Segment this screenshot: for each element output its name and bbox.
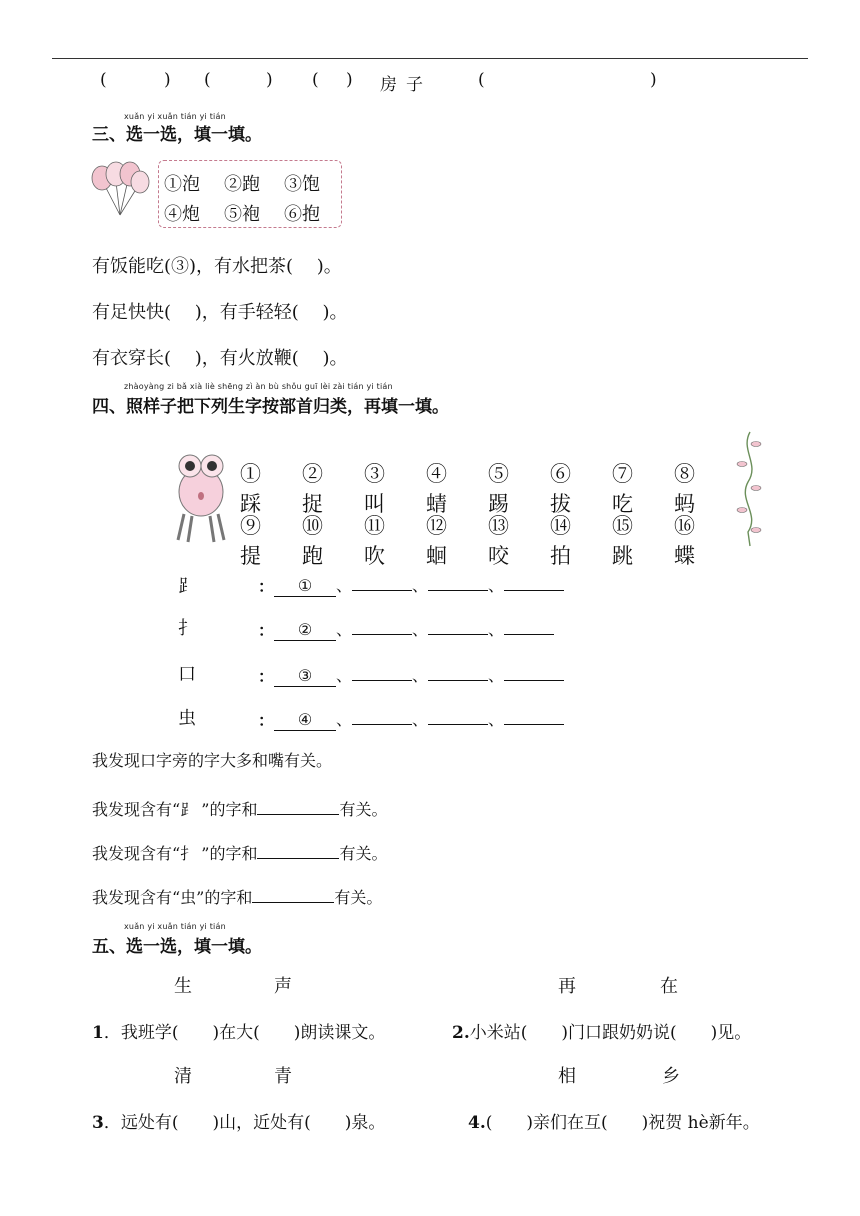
char-item: ⑥拔 <box>550 462 571 516</box>
frog-icon <box>170 448 232 548</box>
option: ①泡 <box>164 174 200 195</box>
question-3 <box>92 1108 385 1133</box>
answer-blank[interactable]: ① <box>274 576 336 597</box>
answer-blank[interactable] <box>504 704 564 725</box>
answer-blank[interactable] <box>504 570 564 591</box>
separator: 、 <box>488 666 505 685</box>
top-divider <box>52 58 808 59</box>
question-text: 小米站( )门口跟奶奶说( )见。 <box>469 1023 752 1043</box>
colon: ： <box>258 667 275 686</box>
finding-blank[interactable] <box>257 838 339 859</box>
paren: ) <box>266 70 273 90</box>
finding-2 <box>92 794 387 820</box>
paren: ( <box>312 70 319 90</box>
question-4 <box>468 1108 760 1133</box>
separator: 、 <box>412 666 429 685</box>
char-item: ②捉 <box>302 462 323 516</box>
separator: 、 <box>336 576 353 595</box>
option: ⑤袍 <box>224 204 260 225</box>
option: ②跑 <box>224 174 260 195</box>
finding-tail: 有关。 <box>334 888 383 907</box>
separator: 、 <box>488 710 505 729</box>
finding-text: 我发现含有“虫”的字和 <box>92 888 253 907</box>
separator: 、 <box>336 666 353 685</box>
char-item: ⑫蛔 <box>426 514 447 568</box>
question-number: 4. <box>468 1113 486 1133</box>
answer-blank[interactable] <box>428 614 488 635</box>
finding-text: 我发现含有“扌 ”的字和 <box>92 844 258 863</box>
char-item: ⑬咬 <box>488 514 509 568</box>
answer-blank[interactable]: ④ <box>274 710 336 731</box>
paren: ) <box>164 70 171 90</box>
answer-blank[interactable] <box>428 704 488 725</box>
vine-icon <box>736 430 764 548</box>
question-1 <box>92 1018 385 1043</box>
char-item: ⑪吹 <box>364 514 385 568</box>
radical-shou: 扌 <box>178 618 196 639</box>
paren: ) <box>650 70 657 90</box>
answer-blank[interactable] <box>352 614 412 635</box>
radical-zu: ⻊ <box>178 576 196 597</box>
s4-title: 四、照样子把下列生字按部首归类，再填一填。 <box>92 397 449 417</box>
paren: ( <box>100 70 107 90</box>
answer-row-chong <box>274 704 564 731</box>
s3-line-2: 有足快快( )，有手轻轻( )。 <box>92 302 348 323</box>
question-2 <box>452 1018 751 1043</box>
char-item: ④蜻 <box>426 462 447 516</box>
colon: ： <box>258 577 275 596</box>
answer-blank[interactable]: ③ <box>274 666 336 687</box>
s5-pinyin: xuǎn yi xuǎn tián yi tián <box>124 922 226 931</box>
option: ④炮 <box>164 204 200 225</box>
paren: ( <box>204 70 211 90</box>
answer-blank[interactable] <box>428 660 488 681</box>
colon: ： <box>258 711 275 730</box>
char-item: ③叫 <box>364 462 385 516</box>
word-option: 声 <box>274 976 292 997</box>
word-option: 再 <box>558 976 576 997</box>
s4-pinyin: zhàoyàng zi bǎ xià liè shēng zì àn bù shǒu guī lèi zài tián yi tián <box>124 382 393 391</box>
radical-kou: 口 <box>178 664 196 685</box>
answer-blank[interactable] <box>504 660 564 681</box>
word-fang: 房 <box>380 75 397 95</box>
word-option: 在 <box>660 976 678 997</box>
answer-row-zu <box>274 570 564 597</box>
s5-title: 五、选一选，填一填。 <box>92 937 262 957</box>
separator: 、 <box>412 710 429 729</box>
finding-tail: 有关。 <box>339 800 388 819</box>
char-item: ⑧蚂 <box>674 462 695 516</box>
finding-text: 我发现含有“⻊ ”的字和 <box>92 800 258 819</box>
char-item: ⑤踢 <box>488 462 509 516</box>
separator: 、 <box>488 576 505 595</box>
separator: 、 <box>336 620 353 639</box>
char-item: ⑨提 <box>240 514 261 568</box>
separator: 、 <box>412 576 429 595</box>
answer-blank[interactable] <box>352 570 412 591</box>
separator: 、 <box>412 620 429 639</box>
answer-blank[interactable] <box>504 614 554 635</box>
finding-tail: 有关。 <box>339 844 388 863</box>
question-number: 2. <box>452 1023 470 1043</box>
char-item: ⑦吃 <box>612 462 633 516</box>
answer-row-kou <box>274 660 564 687</box>
answer-blank[interactable] <box>352 704 412 725</box>
question-number: 1 <box>92 1023 104 1043</box>
word-option: 生 <box>174 976 192 997</box>
option: ③饱 <box>284 174 320 195</box>
word-zi: 子 <box>406 75 423 95</box>
paren: ( <box>478 70 485 90</box>
finding-4 <box>92 882 382 908</box>
finding-blank[interactable] <box>252 882 334 903</box>
word-option: 相 <box>558 1066 576 1087</box>
word-option: 乡 <box>662 1066 680 1087</box>
question-number: 3 <box>92 1113 104 1133</box>
question-text: ．远处有( )山，近处有( )泉。 <box>103 1113 386 1133</box>
s3-pinyin: xuǎn yi xuǎn tián yi tián <box>124 112 226 121</box>
finding-1: 我发现口字旁的字大多和嘴有关。 <box>92 751 333 770</box>
answer-blank[interactable]: ② <box>274 620 336 641</box>
char-item: ①踩 <box>240 462 261 516</box>
colon: ： <box>258 621 275 640</box>
answer-row-shou <box>274 614 554 641</box>
word-option: 清 <box>174 1066 192 1087</box>
separator: 、 <box>488 620 505 639</box>
char-item: ⑯蝶 <box>674 514 695 568</box>
answer-blank[interactable] <box>428 570 488 591</box>
separator: 、 <box>336 710 353 729</box>
word-option: 青 <box>274 1066 292 1087</box>
paren: ) <box>346 70 353 90</box>
balloons-icon <box>90 160 152 220</box>
char-item: ⑭拍 <box>550 514 571 568</box>
s3-line-3: 有衣穿长( )，有火放鞭( )。 <box>92 348 348 369</box>
s3-line-1: 有饭能吃(③)，有水把茶( )。 <box>92 256 342 277</box>
char-item: ⑩跑 <box>302 514 323 568</box>
radical-chong: 虫 <box>178 708 196 729</box>
question-text: ( )亲们在互( )祝贺 hè新年。 <box>485 1113 760 1133</box>
option: ⑥抱 <box>284 204 320 225</box>
answer-blank[interactable] <box>352 660 412 681</box>
s3-title: 三、选一选，填一填。 <box>92 125 262 145</box>
finding-3 <box>92 838 387 864</box>
char-item: ⑮跳 <box>612 514 633 568</box>
question-text: ．我班学( )在大( )朗读课文。 <box>103 1023 386 1043</box>
finding-blank[interactable] <box>257 794 339 815</box>
